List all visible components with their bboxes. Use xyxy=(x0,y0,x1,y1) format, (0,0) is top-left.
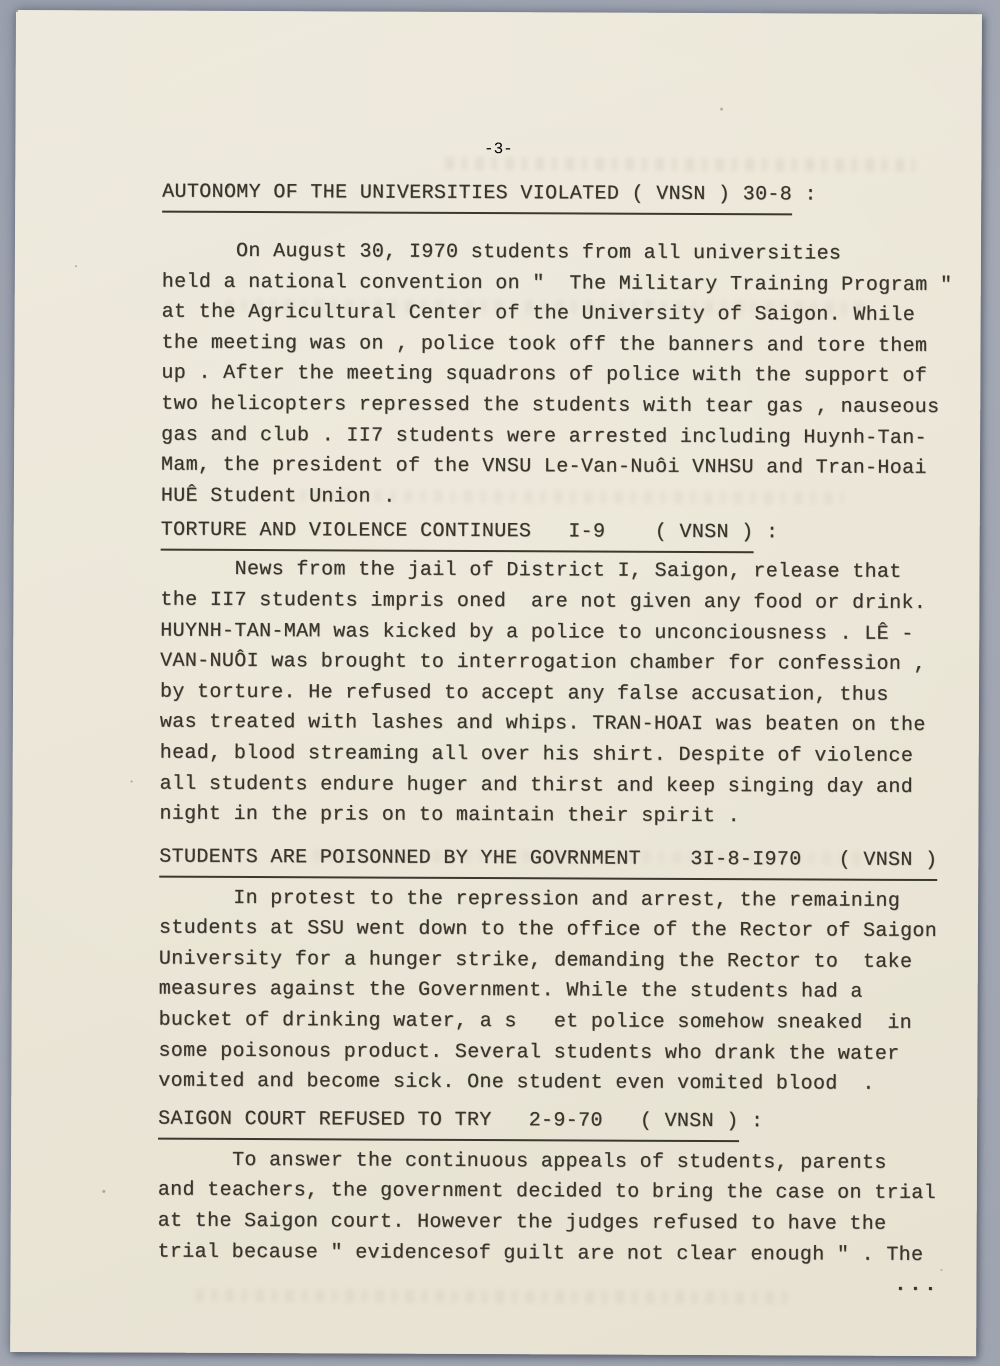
text-line: was treated with lashes and whips. TRAN-HOAI was beaten on the xyxy=(159,710,926,738)
text-line: Mam, the president of the VNSU Le-Van-Nuôi VNHSU and Tran-Hoai xyxy=(160,453,927,481)
section-court-refused xyxy=(158,1103,959,1271)
text-line: the meeting was on , police took off the banners and tore them xyxy=(161,331,928,358)
text-line: students at SSU went down to the office of the Rector of Saigon xyxy=(158,916,938,944)
text-line: HUYNH-TAN-MAM was kicked by a police to unconciousness . LÊ - xyxy=(160,619,914,646)
text-line: News from the jail of District I, Saigon, release that xyxy=(160,557,902,585)
text-line: trial because " evidencesof guilt are not clear enough " . The xyxy=(157,1240,924,1267)
text-line: University for a hunger strike, demanding the Rector to take xyxy=(158,947,913,974)
text-line: VAN-NUÔI was brought to interrogation chamber for confession , xyxy=(160,649,927,677)
text-line: by torture. He refused to accept any false accusation, thus xyxy=(159,680,889,707)
section-paragraph xyxy=(159,555,960,834)
text-line: head, blood streaming all over his shirt. Despite of violence xyxy=(159,741,914,768)
section-heading xyxy=(158,1103,958,1142)
heading-suffix: : xyxy=(753,521,779,545)
text-line: In protest to the repression and arrest, the remaining xyxy=(159,886,901,913)
text-line: On August 30, I970 students from all universities xyxy=(161,239,842,266)
text-line: up . After the meeting squadrons of police with the support of xyxy=(161,362,928,389)
section-paragraph xyxy=(158,1145,959,1271)
text-line: measures against the Government. While the students had a xyxy=(158,978,863,1005)
heading-underlined-text: AUTONOMY OF THE UNIVERSITIES VIOLATED ( VNSN ) 30-8 xyxy=(162,177,792,216)
text-line: night in the pris on to maintain their spirit . xyxy=(159,802,741,829)
text-line: gas and club . II7 students were arrested including Huynh-Tan- xyxy=(161,423,928,450)
heading-underlined-text: SAIGON COURT REFUSED TO TRY 2-9-70 ( VNSN ) xyxy=(158,1103,739,1142)
text-line: at the Saigon court. However the judges refused to have the xyxy=(157,1209,887,1236)
heading-underlined-text: TORTURE AND VIOLENCE CONTINUES I-9 ( VNSN ) xyxy=(161,515,754,554)
heading-underlined-text: STUDENTS ARE POISONNED BY YHE GOVRNMENT 3I-8-I970 ( VNSN ) xyxy=(159,841,937,880)
document-content xyxy=(157,11,963,1302)
heading-suffix: : xyxy=(792,183,817,207)
text-line: To answer the continuous appeals of students, parents xyxy=(157,1148,887,1175)
text-line: two helicopters repressed the students with tear gas , nauseous xyxy=(161,392,940,420)
document-page xyxy=(10,10,982,1356)
text-line: some poisonous product. Several students who drank the water xyxy=(158,1039,900,1066)
text-line: HUÊ Student Union . xyxy=(160,484,396,509)
section-students-poisoned xyxy=(158,841,959,1101)
section-torture-continues xyxy=(159,515,960,834)
continuation-ellipsis: ... xyxy=(894,1274,940,1298)
paper-specks xyxy=(16,10,18,12)
section-paragraph xyxy=(161,237,962,516)
text-line: bucket of drinking water, a s et police somehow sneaked in xyxy=(158,1008,913,1035)
text-line: and teachers, the government decided to bring the case on trial xyxy=(157,1179,937,1206)
text-line: the II7 students impris oned are not given any food or drink. xyxy=(160,588,927,615)
section-autonomy-violated xyxy=(161,177,962,516)
text-line: all students endure huger and thirst and keep singing day and xyxy=(159,772,914,799)
section-heading xyxy=(161,515,961,554)
page-number: -3- xyxy=(483,140,513,159)
text-line: held a national convention on " The Military Training Program " xyxy=(161,270,953,297)
heading-suffix: : xyxy=(738,1110,764,1134)
section-heading xyxy=(162,177,962,216)
text-line: at the Agricultural Center of the University of Saigon. While xyxy=(161,300,916,328)
section-heading xyxy=(159,841,959,880)
section-paragraph xyxy=(158,883,959,1101)
text-line: vomited and become sick. One student even vomited blood . xyxy=(158,1069,875,1097)
